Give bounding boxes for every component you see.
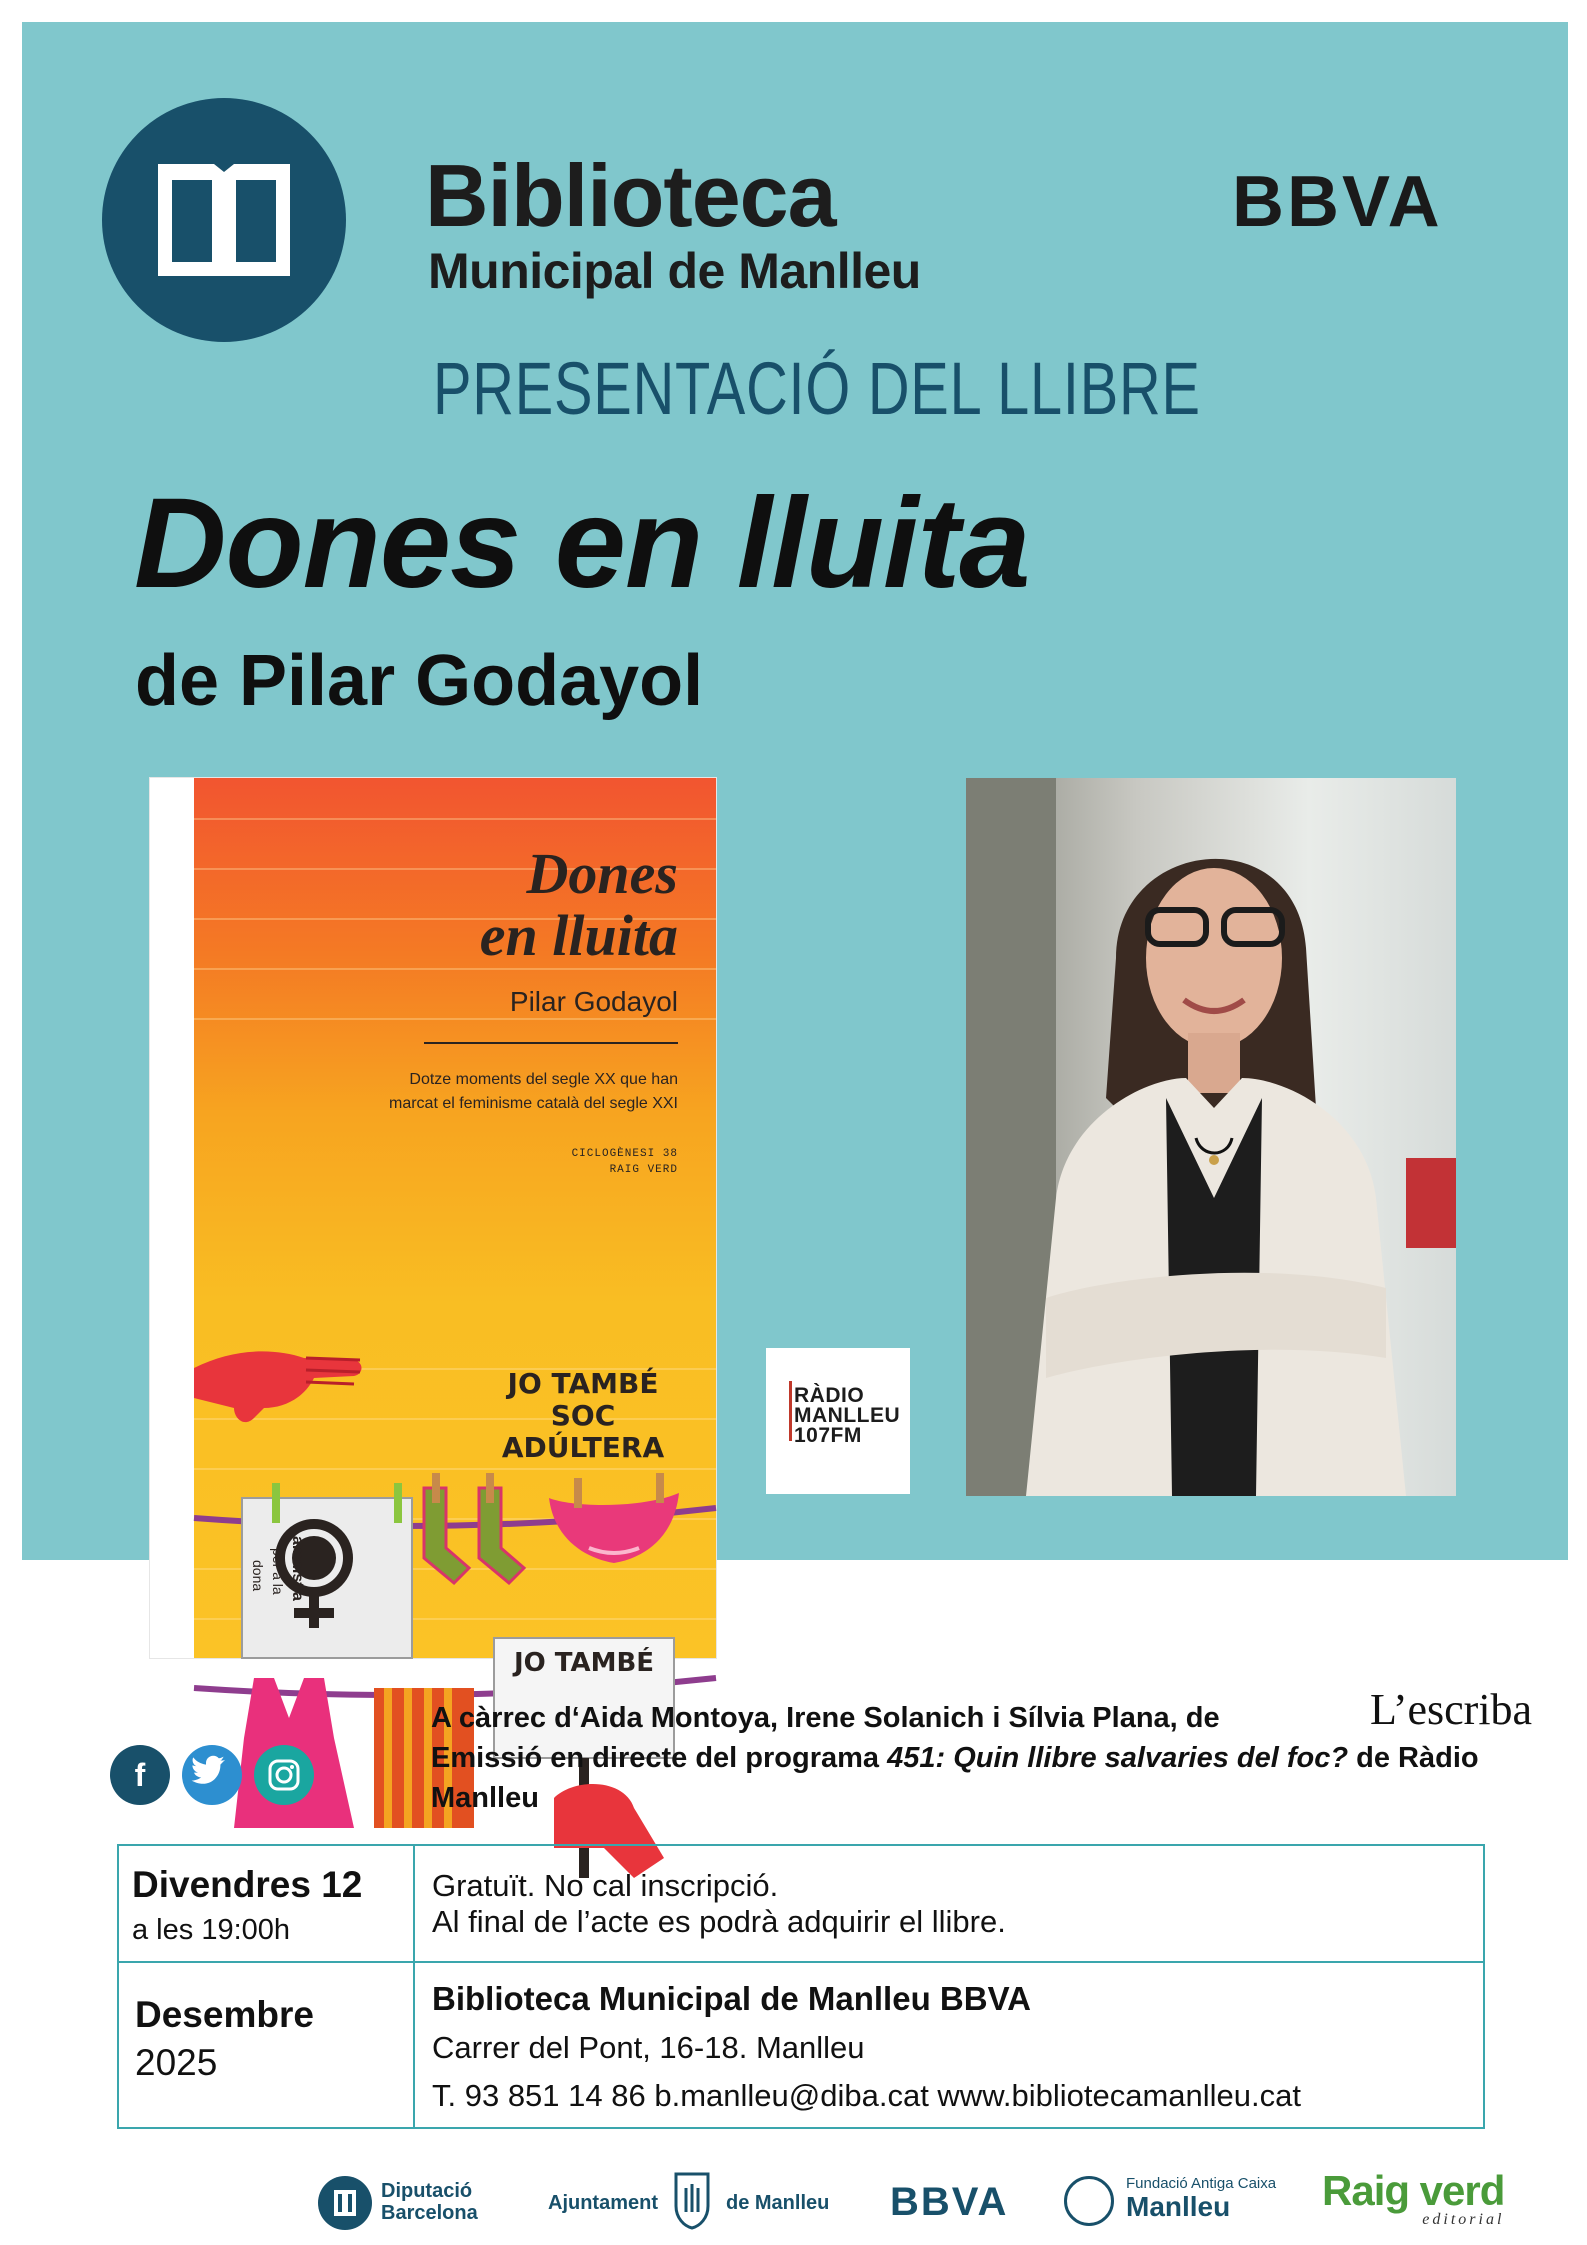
library-subtitle: Municipal de Manlleu: [428, 243, 921, 299]
radio-line2: MANLLEU: [794, 1404, 901, 1427]
sign-amnistia-text: [288, 1536, 306, 1601]
broadcast-suffix: de Ràdio Manlleu: [431, 1742, 1479, 1814]
fundacio-line1: Fundació Antiga Caixa: [1126, 2175, 1277, 2192]
fundacio-emblem-icon: [1064, 2176, 1114, 2226]
diputacio-line1: Diputació: [381, 2180, 473, 2202]
cover-subtitle: [364, 1068, 678, 1116]
diputacio-line2: Barcelona: [381, 2202, 478, 2224]
sign-adultera-line2: SOC: [550, 1399, 616, 1432]
manlleu-shield-icon: [672, 2170, 712, 2230]
raig-verd-editorial: editorial: [1422, 2211, 1505, 2228]
radio-line3: 107FM: [794, 1424, 862, 1447]
broadcast-program: 451: Quin llibre salvaries del foc?: [887, 1742, 1349, 1774]
venue-address: Carrer del Pont, 16-18. Manlleu: [432, 2030, 865, 2065]
cover-divider: [424, 1042, 678, 1044]
cover-title: [448, 843, 678, 967]
twitter-icon[interactable]: [182, 1745, 242, 1805]
table-divider-vertical: [413, 1846, 415, 2127]
event-month: Desembre: [135, 1994, 314, 2035]
raig-verd-logo: [1322, 2167, 1505, 2228]
credits-line: A càrrec d‘Aida Montoya, Irene Solanich i Sílvia Plana, de: [431, 1702, 1220, 1734]
cover-series-line2: RAIG VERD: [609, 1164, 678, 1176]
cover-title-line1: Dones: [526, 841, 678, 906]
event-info-table: [117, 1844, 1485, 2129]
sign-adultera-text: [494, 1648, 674, 1678]
cover-series: [464, 1146, 678, 1178]
broadcast-prefix: Emissió en directe del programa: [431, 1742, 888, 1774]
sign-adultera-line3: ADÚLTERA: [501, 1431, 665, 1464]
cover-subtitle-line2: marcat el feminisme català del segle XXI: [388, 1095, 678, 1112]
bbva-logo: BBVA: [1232, 162, 1443, 242]
venue-contact: T. 93 851 14 86 b.manlleu@diba.cat www.bibliotecamanlleu.cat: [432, 2078, 1301, 2113]
fundacio-line2: Manlleu: [1126, 2191, 1231, 2222]
fundacio-text: [1126, 2176, 1276, 2221]
event-year: 2025: [135, 2042, 218, 2083]
author-photo: [966, 778, 1456, 1496]
event-kicker: PRESENTACIÓ DEL LLIBRE: [433, 347, 1201, 430]
radio-line1: RÀDIO: [794, 1384, 865, 1407]
diputacio-text: [381, 2180, 478, 2224]
footer-sponsor-logos: [0, 2160, 1587, 2240]
book-title: Dones en lluita: [134, 472, 1030, 615]
library-title: Biblioteca: [425, 146, 836, 245]
sign-adultera-line1: JO TAMBÉ: [507, 1367, 659, 1400]
raig-verd-name: Raig verd: [1322, 2167, 1505, 2214]
radio-manlleu-bar: [789, 1381, 792, 1441]
broadcast-info: [431, 1738, 1551, 1818]
cover-title-line2: en lluita: [479, 903, 678, 968]
sign-adultera-line1: JO TAMBÉ: [513, 1648, 655, 1678]
venue-name: Biblioteca Municipal de Manlleu BBVA: [432, 1980, 1031, 2017]
table-divider-horizontal: [119, 1961, 1483, 1963]
lescriba-logo: L’escriba: [1370, 1685, 1533, 1734]
event-buy-note: Al final de l’acte es podrà adquirir el llibre.: [432, 1904, 1006, 1939]
sign-amnistia-line1: amnistia: [289, 1536, 306, 1601]
sign-amnistia-line3: dona: [250, 1560, 266, 1592]
bbva-footer-logo: BBVA: [890, 2180, 1009, 2224]
facebook-icon[interactable]: [110, 1745, 170, 1805]
instagram-icon[interactable]: [254, 1745, 314, 1805]
event-time: a les 19:00h: [132, 1914, 291, 1946]
book-cover-art: [194, 778, 716, 1678]
event-author: de Pilar Godayol: [135, 641, 704, 721]
event-free-note: Gratuït. No cal inscripció.: [432, 1868, 779, 1903]
ajuntament-text-left: Ajuntament: [548, 2192, 658, 2214]
book-cover-image: [150, 778, 716, 1678]
sign-amnistia-line2: per a la: [270, 1548, 286, 1595]
cover-subtitle-line1: Dotze moments del segle XX que han: [409, 1071, 678, 1088]
ajuntament-text-right: de Manlleu: [726, 2192, 830, 2214]
radio-manlleu-text: [794, 1386, 900, 1446]
diputacio-emblem-icon: [318, 2176, 372, 2230]
cover-author: Pilar Godayol: [509, 986, 678, 1017]
sign-adultera: [488, 1368, 678, 1464]
cover-series-line1: CICLOGÈNESI 38: [571, 1148, 678, 1160]
facebook-glyph: f: [134, 1757, 146, 1793]
library-book-icon: [102, 98, 346, 342]
event-day: Divendres 12: [132, 1864, 363, 1905]
